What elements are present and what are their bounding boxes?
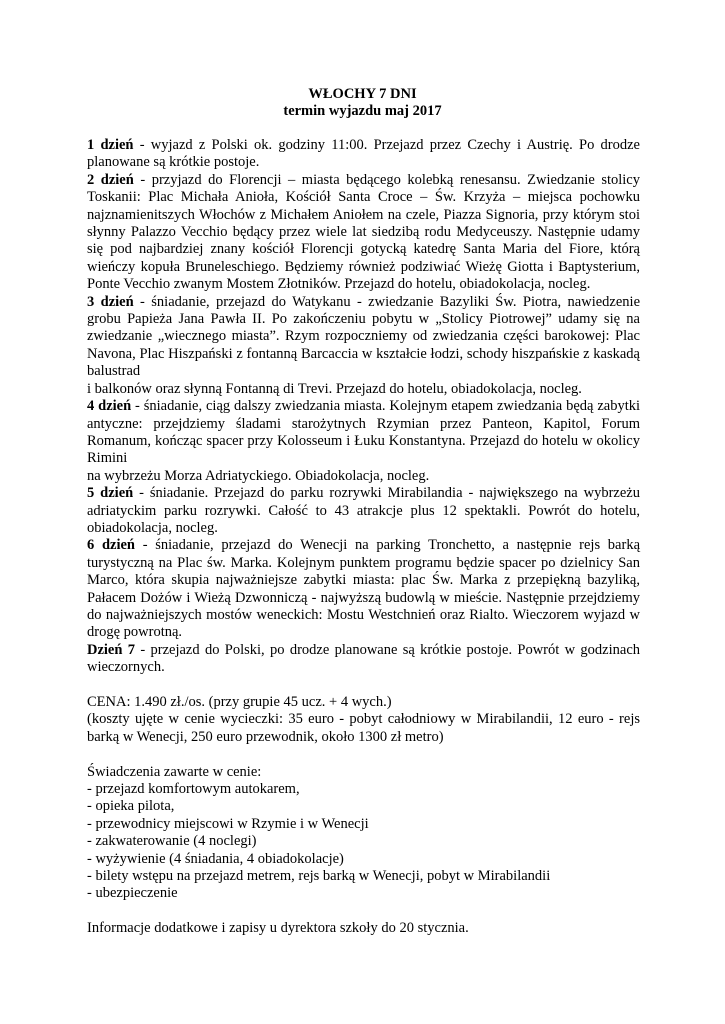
- day-text: - śniadanie. Przejazd do parku rozrywki Mirabilandia - największego na wybrzeżu adriatyckim parku rozrywki. Całość to 43 atrakcje plus 12 spektakli. Powrót do hotelu, obiadokolacja, nocleg.: [87, 485, 640, 536]
- price-costs: (koszty ujęte w cenie wycieczki: 35 euro - pobyt całodniowy w Mirabilandii, 12 euro - rejs barką w Wenecji, 250 euro przewodnik, około 1300 zł metro): [87, 711, 640, 745]
- day-label: Dzień 7: [87, 641, 136, 658]
- included-heading: Świadczenia zawarte w cenie:: [87, 763, 262, 780]
- day-label: 6 dzień: [87, 537, 135, 554]
- day-3-continuation: i balkonów oraz słynną Fontanną di Trevi. Przejazd do hotelu, obiadokolacja, nocleg.: [87, 380, 582, 397]
- day-label: 3 dzień: [87, 293, 134, 310]
- day-text: - śniadanie, ciąg dalszy zwiedzania miasta. Kolejnym etapem zwiedzania będą zabytki antyczne: przejdziemy śladami starożytnych Rzymian przez Panteon, Kapitol, Forum Romanum, kończąc spacer przy Kolosseum i Łuku Konstantyna. Przejazd do hotelu w okolicy Rimini: [87, 398, 640, 467]
- day-text: - przejazd do Polski, po drodze planowane są krótkie postoje. Powrót w godzinach wieczornych.: [87, 641, 641, 676]
- price-line: CENA: 1.490 zł./os. (przy grupie 45 ucz. + 4 wych.): [87, 693, 392, 710]
- document-subtitle: termin wyjazdu maj 2017: [283, 103, 442, 119]
- included-list: [87, 781, 640, 903]
- spacer: [87, 903, 640, 920]
- footer-info: Informacje dodatkowe i zapisy u dyrektora szkoły do 20 stycznia.: [87, 920, 469, 937]
- spacer: [87, 677, 640, 694]
- list-item: - przewodnicy miejscowi w Rzymie i w Wenecji: [87, 815, 369, 832]
- day-label: 2 dzień: [87, 171, 134, 188]
- day-2-paragraph: [87, 172, 640, 294]
- spacer: [87, 746, 640, 763]
- list-item: - zakwaterowanie (4 noclegi): [87, 833, 257, 850]
- day-7-paragraph: [87, 642, 640, 677]
- day-label: 5 dzień: [87, 485, 134, 502]
- day-3-paragraph: [87, 294, 640, 381]
- day-label: 4 dzień: [87, 398, 132, 415]
- day-6-paragraph: [87, 537, 640, 641]
- document-title: WŁOCHY 7 DNI: [308, 86, 417, 102]
- day-1-paragraph: [87, 137, 640, 172]
- day-text: - śniadanie, przejazd do Wenecji na parking Tronchetto, a następnie rejs barką turystyczną na Plac św. Marka. Kolejnym punktem programu będzie spacer po dzielnicy San Marco, która skupia najważniejsze zabytki miasta: plac Św. Marka z przepiękną bazyliką, Pałacem Dożów i Wieżą Dzwonniczą - najwyższą budowlą w mieście. Następnie przejdziemy do najważniejszych mostów weneckich: Mostu Westchnień oraz Rialto. Wieczorem wyjazd w drogę powrotną.: [87, 537, 641, 641]
- list-item: - bilety wstępu na przejazd metrem, rejs barką w Wenecji, pobyt w Mirabilandii: [87, 868, 551, 885]
- day-4-paragraph: [87, 398, 640, 468]
- list-item: - ubezpieczenie: [87, 885, 178, 902]
- day-text: - wyjazd z Polski ok. godziny 11:00. Przejazd przez Czechy i Austrię. Po drodze planowane są krótkie postoje.: [87, 137, 640, 171]
- list-item: - przejazd komfortowym autokarem,: [87, 781, 300, 797]
- day-label: 1 dzień: [87, 137, 134, 153]
- day-text: - przyjazd do Florencji – miasta będącego kolebką renesansu. Zwiedzanie stolicy Toskanii: Plac Michała Anioła, Kościół Santa Croce – Św. Krzyża – miejsca pochowku najznamienitszych Włochów z Michałem Aniołem na czele, Piazza Signoria, przy którym stoi słynny Palazzo Vecchio będący przez wiele lat siedzibą rodu Medyceuszy. Następnie udamy się pod najbardziej znany kościół Florencji gotycką katedrę Santa Maria del Fiore, którą wieńczy kopuła Bruneleschiego. Będziemy również podziwiać Wieżę Giotta i Baptysterium, Ponte Vecchio zwanym Mostem Złotników. Przejazd do hotelu, obiadokolacja, nocleg.: [87, 171, 640, 293]
- day-text: - śniadanie, przejazd do Watykanu - zwiedzanie Bazyliki Św. Piotra, nawiedzenie grobu Papieża Jana Pawła II. Po zakończeniu pobytu w „Stolicy Piotrowej” udamy się na zwiedzanie „wiecznego miasta”. Rzym rozpoczniemy od zwiedzania części barokowej: Plac Navona, Plac Hiszpański z fontanną Barcaccia w kształcie łodzi, schody hiszpańskie z kaskadą balustrad: [87, 293, 641, 380]
- day-5-paragraph: [87, 485, 640, 537]
- title-block: [0, 86, 725, 120]
- list-item: - opieka pilota,: [87, 798, 175, 815]
- list-item: - wyżywienie (4 śniadania, 4 obiadokolacje): [87, 850, 344, 867]
- itinerary-content: [87, 137, 640, 938]
- day-4-continuation: na wybrzeżu Morza Adriatyckiego. Obiadokolacja, nocleg.: [87, 467, 430, 484]
